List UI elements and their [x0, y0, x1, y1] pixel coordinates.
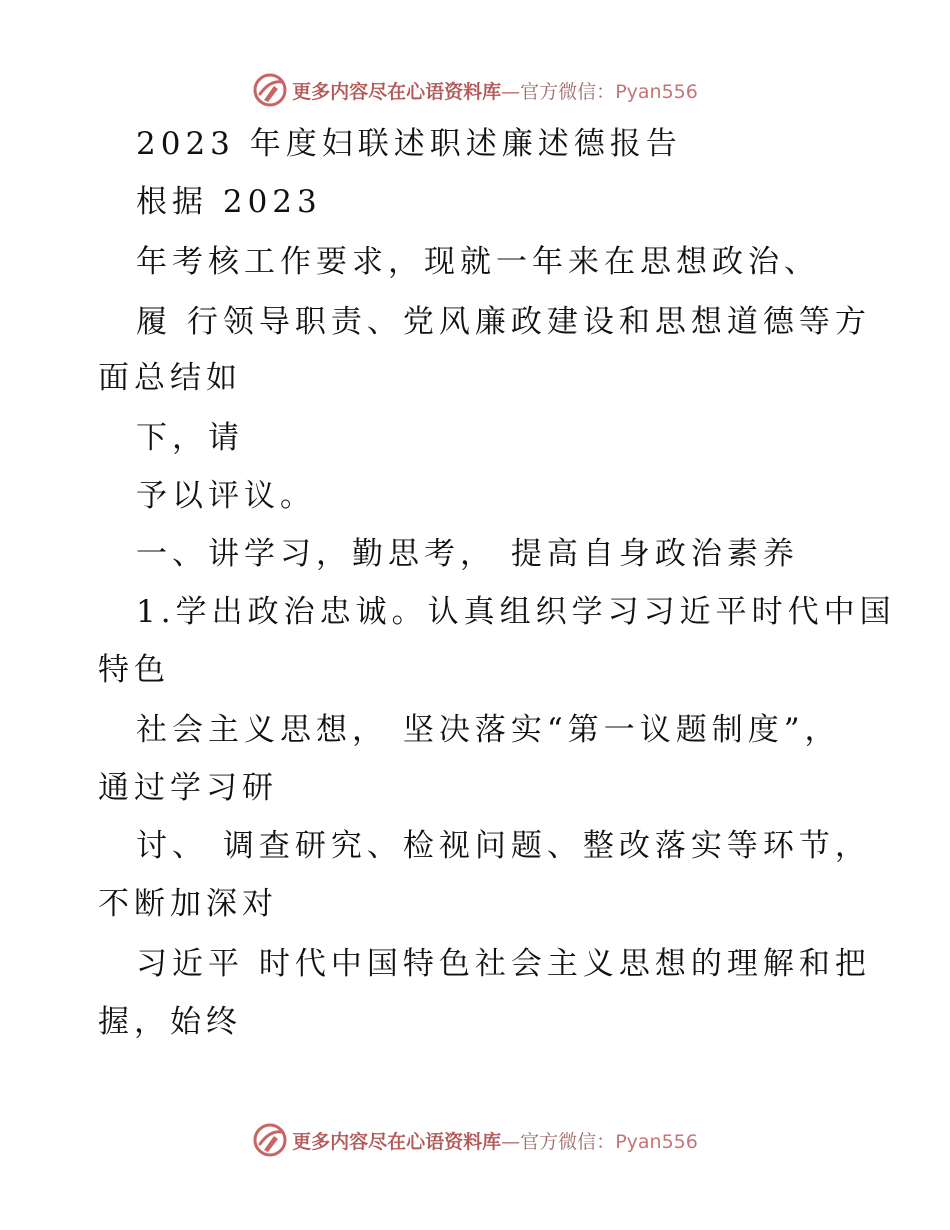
paragraph-line: 予以评议。 — [136, 478, 316, 514]
document-title: 2023 年度妇联述职述廉述德报告 — [136, 126, 682, 162]
paragraph-line: 社会主义思想， 坚决落实“第一议题制度”， — [136, 712, 841, 748]
banner-text: 更多内容尽在心语资料库—官方微信：Pyan556 — [292, 1130, 698, 1153]
paragraph-line: 讨、 调查研究、检视问题、整改落实等环节， — [136, 828, 871, 864]
banner-text: 更多内容尽在心语资料库—官方微信：Pyan556 — [292, 80, 698, 103]
pen-logo-icon — [252, 72, 288, 108]
paragraph-line: 年考核工作要求，现就一年来在思想政治、 — [136, 244, 820, 280]
paragraph-line: 特色 — [98, 652, 170, 688]
paragraph-line: 根据 2023 — [136, 184, 322, 220]
section-heading: 一、讲学习，勤思考， 提高自身政治素养 — [136, 536, 799, 572]
paragraph-line: 握，始终 — [98, 1004, 242, 1040]
paragraph-line: 通过学习研 — [98, 770, 278, 806]
pen-logo-icon — [252, 1122, 288, 1158]
paragraph-line: 下，请 — [136, 420, 244, 456]
footer-watermark-banner — [0, 1120, 950, 1160]
header-watermark-banner — [0, 70, 950, 110]
paragraph-line: 习近平 时代中国特色社会主义思想的理解和把 — [136, 946, 871, 982]
paragraph-line: 面总结如 — [98, 360, 242, 396]
paragraph-line: 1.学出政治忠诚。认真组织学习习近平时代中国 — [136, 594, 896, 630]
paragraph-line: 不断加深对 — [98, 886, 278, 922]
paragraph-line: 履 行领导职责、党风廉政建设和思想道德等方 — [136, 304, 871, 340]
